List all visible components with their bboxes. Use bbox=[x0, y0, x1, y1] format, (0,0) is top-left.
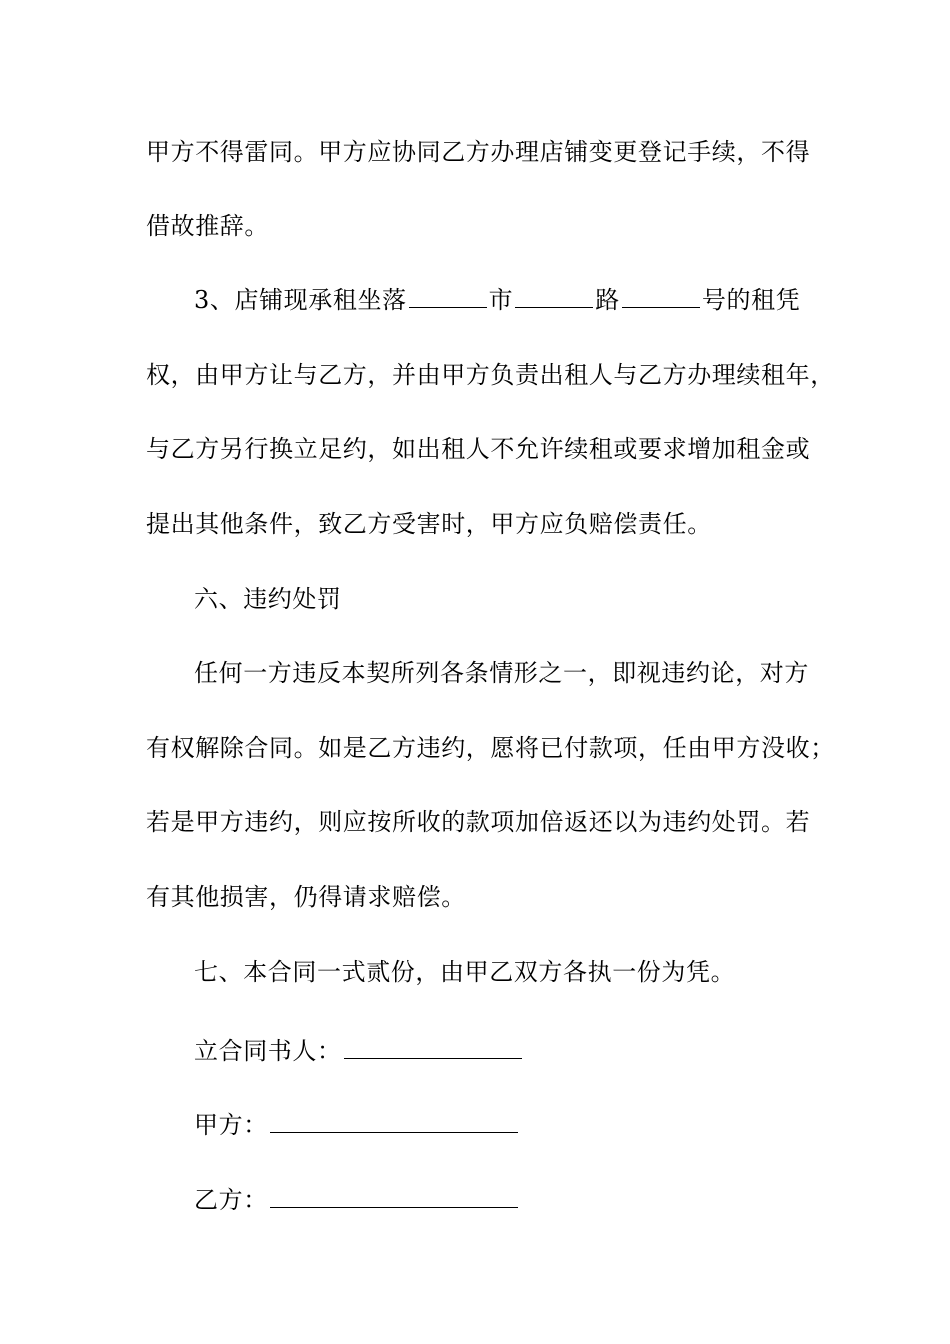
road-label: 路 bbox=[595, 286, 620, 314]
clause-3-text: 3、店铺现承租坐落 bbox=[194, 286, 407, 314]
paragraph-line: 与乙方另行换立足约，如出租人不允许续租或要求增加租金或 bbox=[146, 435, 811, 463]
paragraph-line: 借故推辞。 bbox=[146, 212, 269, 240]
party-a-label: 甲方： bbox=[194, 1111, 268, 1139]
party-b-line bbox=[194, 1184, 520, 1216]
city-label: 市 bbox=[488, 286, 514, 314]
party-a-blank bbox=[270, 1110, 518, 1133]
number-label: 号的租凭 bbox=[701, 286, 801, 314]
clause-7: 七、本合同一式贰份，由甲乙双方各执一份为凭。 bbox=[194, 958, 736, 986]
section-heading: 六、违约处罚 bbox=[194, 585, 342, 613]
road-blank bbox=[515, 285, 593, 308]
paragraph-line: 有其他损害，仍得请求赔偿。 bbox=[146, 883, 466, 911]
clause-3-line bbox=[194, 284, 800, 316]
number-blank bbox=[622, 285, 700, 308]
paragraph-line: 权，由甲方让与乙方，并由甲方负责出租人与乙方办理续租年， bbox=[146, 361, 835, 389]
signer-blank bbox=[344, 1036, 522, 1059]
signer-line bbox=[194, 1035, 524, 1067]
paragraph-line: 任何一方违反本契所列各条情形之一，即视违约论，对方 bbox=[194, 659, 809, 687]
paragraph-line: 若是甲方违约，则应按所收的款项加倍返还以为违约处罚。若 bbox=[146, 808, 811, 836]
paragraph-line: 有权解除合同。如是乙方违约，愿将已付款项，任由甲方没收； bbox=[146, 734, 835, 762]
city-blank bbox=[409, 285, 487, 308]
party-b-blank bbox=[270, 1185, 518, 1208]
party-b-label: 乙方： bbox=[194, 1186, 268, 1214]
signer-label: 立合同书人： bbox=[194, 1037, 342, 1065]
paragraph-line: 甲方不得雷同。甲方应协同乙方办理店铺变更登记手续，不得 bbox=[146, 138, 811, 166]
paragraph-line: 提出其他条件，致乙方受害时，甲方应负赔偿责任。 bbox=[146, 510, 712, 538]
party-a-line bbox=[194, 1109, 520, 1141]
